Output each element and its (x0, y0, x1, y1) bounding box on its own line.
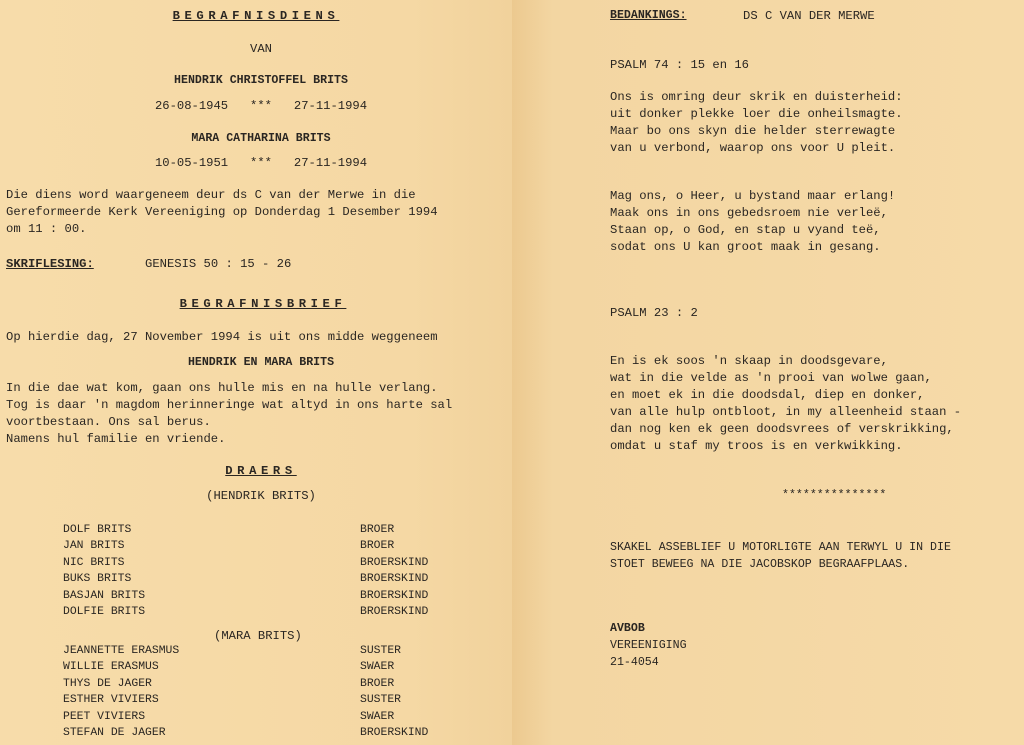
bearer-relation: BROERSKIND (360, 589, 429, 602)
org-phone: 21-4054 (610, 656, 659, 669)
bearer-relation: BROER (360, 677, 395, 690)
bearer-name: WILLIE ERASMUS (63, 661, 159, 674)
headlights-notice (610, 539, 951, 573)
bearer-name: BUKS BRITS (63, 573, 132, 586)
service-heading: BEGRAFNISDIENS (172, 9, 340, 23)
bearer-relation: SUSTER (360, 645, 402, 657)
letter-body-line: voortbestaan. Ons sal berus. (6, 415, 211, 429)
service-text-line: om 11 : 00. (6, 222, 87, 236)
verse-line: wat in die velde as 'n prooi van wolwe gaan, (610, 371, 932, 385)
bearers-group-1-title: (HENDRIK BRITS) (206, 489, 316, 503)
bearers-group-1-relations (360, 522, 428, 620)
bearer-name: BASJAN BRITS (63, 589, 146, 602)
bearers-group-2-title: (MARA BRITS) (214, 629, 302, 643)
van-label: VAN (250, 42, 272, 56)
letter-body-line: In die dae wat kom, gaan ons hulle mis en na hulle verlang. (6, 381, 438, 395)
psalm-1-verse-2 (610, 188, 895, 256)
verse-line: sodat ons U kan groot maak in gesang. (610, 240, 881, 254)
bearer-name: PEET VIVIERS (63, 710, 146, 723)
reading-label: SKRIFLESING: (6, 257, 94, 271)
letter-heading: BEGRAFNISBRIEF (179, 297, 347, 311)
verse-line: en moet ek in die doodsdal, diep en donker, (610, 388, 925, 402)
bearer-name: DOLF BRITS (63, 524, 132, 536)
bearer-name: JAN BRITS (63, 540, 125, 553)
bearer-relation: BROERSKIND (360, 556, 429, 569)
org-place: VEREENIGING (610, 639, 687, 652)
bearer-relation: BROER (360, 524, 395, 536)
bearer-relation: SWAER (360, 710, 395, 723)
letter-intro: Op hierdie dag, 27 November 1994 is uit ons midde weggeneem (6, 330, 438, 344)
thanks-label: BEDANKINGS: (610, 9, 687, 22)
service-text-line: Die diens word waargeneem deur ds C van der Merwe in die (6, 188, 416, 202)
bearer-name: THYS DE JAGER (63, 677, 152, 690)
verse-line: Maar bo ons skyn die helder sterrewagte (610, 124, 896, 138)
letter-body-line: Namens hul familie en vriende. (6, 432, 226, 446)
bearers-group-1-names (63, 522, 145, 620)
bearer-name: ESTHER VIVIERS (63, 694, 159, 707)
psalm-1-reference: PSALM 74 : 15 en 16 (610, 58, 749, 72)
bearer-relation: BROERSKIND (360, 605, 429, 618)
verse-line: omdat u staf my troos is en verkwikking. (610, 439, 903, 453)
psalm-2-verse (610, 353, 961, 455)
thanks-value: DS C VAN DER MERWE (743, 9, 875, 23)
service-text-line: Gereformeerde Kerk Vereeniging op Donderdag 1 Desember 1994 (6, 205, 438, 219)
letter-body (6, 380, 452, 448)
bearer-name: STEFAN DE JAGER (63, 726, 166, 739)
bearers-group-2-relations (360, 643, 428, 741)
right-page (512, 0, 1024, 745)
dates-1: 26-08-1945 *** 27-11-1994 (154, 99, 368, 113)
couple-names: HENDRIK EN MARA BRITS (187, 356, 335, 369)
bearer-relation: SUSTER (360, 694, 402, 707)
notice-line: SKAKEL ASSEBLIEF U MOTORLIGTE AAN TERWYL U IN DIE (610, 541, 951, 554)
verse-line: Mag ons, o Heer, u bystand maar erlang! (610, 189, 896, 203)
verse-line: uit donker plekke loer die onheilsmagte. (610, 107, 903, 121)
bearer-relation: BROER (360, 540, 395, 553)
psalm-2-reference: PSALM 23 : 2 (610, 306, 698, 320)
bearer-relation: BROERSKIND (360, 726, 429, 739)
bearers-heading: DRAERS (225, 464, 297, 478)
verse-line: Ons is omring deur skrik en duisterheid: (610, 90, 903, 104)
verse-line: van u verbond, waarop ons voor U pleit. (610, 141, 896, 155)
service-text (6, 187, 438, 238)
reading-value: GENESIS 50 : 15 - 26 (145, 257, 292, 271)
dates-2: 10-05-1951 *** 27-11-1994 (154, 156, 368, 170)
org-name: AVBOB (610, 622, 645, 635)
bearer-relation: BROERSKIND (360, 573, 429, 586)
verse-line: Maak ons in ons gebedsroem nie verleë, (610, 206, 888, 220)
verse-line: dan nog ken ek geen doodsvrees of verskrikking, (610, 422, 954, 436)
bearer-name: JEANNETTE ERASMUS (63, 645, 180, 657)
bearer-relation: SWAER (360, 661, 395, 674)
bearers-group-2-names (63, 643, 179, 741)
notice-line: STOET BEWEEG NA DIE JACOBSKOP BEGRAAFPLAAS. (610, 558, 910, 571)
deceased-name-2: MARA CATHARINA BRITS (191, 132, 331, 145)
star-divider: *************** (782, 489, 887, 502)
bearer-name: NIC BRITS (63, 556, 125, 569)
psalm-1-verse-1 (610, 89, 903, 157)
letter-body-line: Tog is daar 'n magdom herinneringe wat altyd in ons harte sal (6, 398, 453, 412)
verse-line: van alle hulp ontbloot, in my alleenheid staan - (610, 405, 962, 419)
verse-line: En is ek soos 'n skaap in doodsgevare, (610, 354, 888, 368)
bearer-name: DOLFIE BRITS (63, 605, 146, 618)
verse-line: Staan op, o God, en stap u vyand teë, (610, 223, 881, 237)
deceased-name-1: HENDRIK CHRISTOFFEL BRITS (174, 74, 348, 87)
